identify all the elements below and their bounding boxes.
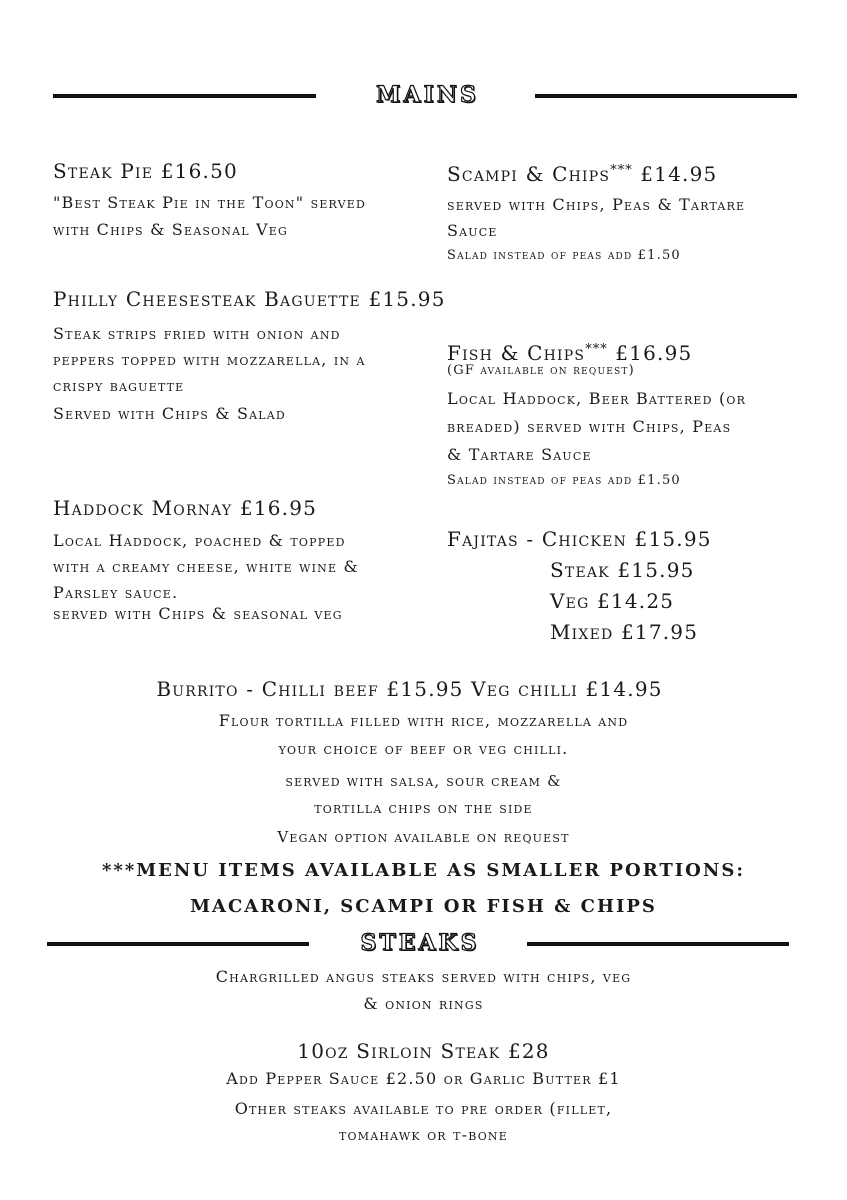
sirloin-title: 10oz Sirloin Steak £28 — [297, 1039, 550, 1063]
fish-gf-note: (GF available on request) — [447, 363, 635, 378]
scampi-note: Salad instead of peas add £1.50 — [447, 248, 681, 263]
smaller-portions-note-1: ***MENU ITEMS AVAILABLE AS SMALLER PORTIONS: — [102, 860, 745, 881]
scampi-title-line — [447, 158, 717, 187]
steaks-other-1: Other steaks available to pre order (fillet, — [234, 1099, 613, 1118]
philly-desc-4: Served with Chips & Salad — [53, 404, 286, 423]
haddock-desc-1: Local Haddock, poached & topped — [53, 531, 346, 550]
scampi-desc-2: Sauce — [447, 221, 498, 240]
burrito-desc-1: Flour tortilla filled with rice, mozzarella and — [218, 711, 629, 730]
steak-pie-desc-2: with Chips & Seasonal Veg — [53, 220, 289, 239]
burrito-desc-2: your choice of beef or veg chilli. — [278, 739, 569, 758]
fajitas-line-2: Steak £15.95 — [550, 558, 695, 582]
philly-title: Philly Cheesesteak Baguette £15.95 — [53, 287, 446, 311]
burrito-title: Burrito - Chilli beef £15.95 Veg chilli £14.95 — [156, 677, 663, 701]
fish-stars: *** — [585, 342, 608, 357]
haddock-title: Haddock Mornay £16.95 — [53, 496, 318, 520]
scampi-stars: *** — [610, 163, 633, 178]
scampi-title: Scampi & Chips — [447, 162, 611, 186]
fish-price: £16.95 — [615, 341, 693, 365]
mains-heading: MAINS — [376, 82, 479, 108]
burrito-desc-5: Vegan option available on request — [277, 828, 570, 846]
fajitas-line-1: Fajitas - Chicken £15.95 — [447, 527, 712, 551]
steaks-other-2: tomahawk or t-bone — [339, 1125, 508, 1144]
steak-pie-desc-1: "Best Steak Pie in the Toon" served — [53, 193, 367, 212]
fish-note: Salad instead of peas add £1.50 — [447, 473, 681, 488]
steaks-intro-1: Chargrilled angus steaks served with chips, veg — [215, 967, 632, 986]
steaks-rule-right — [527, 942, 789, 946]
fish-title: Fish & Chips — [447, 341, 586, 365]
steak-pie-title: Steak Pie £16.50 — [53, 159, 238, 183]
smaller-portions-note-2: MACARONI, SCAMPI OR FISH & CHIPS — [190, 896, 657, 917]
fish-desc-3: & Tartare Sauce — [447, 445, 592, 464]
mains-rule-left — [53, 94, 316, 98]
philly-desc-1: Steak strips fried with onion and — [53, 324, 341, 343]
fajitas-line-4: Mixed £17.95 — [550, 620, 699, 644]
scampi-price: £14.95 — [640, 162, 718, 186]
burrito-desc-3: served with salsa, sour cream & — [285, 772, 562, 790]
haddock-desc-4: served with Chips & seasonal veg — [53, 604, 343, 623]
fajitas-line-3: Veg £14.25 — [550, 589, 675, 613]
scampi-desc-1: served with Chips, Peas & Tartare — [447, 195, 746, 214]
steaks-rule-left — [47, 942, 309, 946]
steaks-intro-2: & onion rings — [363, 994, 484, 1013]
haddock-desc-3: Parsley sauce. — [53, 583, 179, 602]
steaks-heading: STEAKS — [360, 930, 480, 956]
burrito-desc-4: tortilla chips on the side — [314, 799, 533, 817]
philly-desc-2: peppers topped with mozzarella, in a — [53, 350, 366, 369]
mains-rule-right — [535, 94, 797, 98]
fish-desc-2: breaded) served with Chips, Peas — [447, 417, 732, 436]
haddock-desc-2: with a creamy cheese, white wine & — [53, 557, 359, 576]
fish-desc-1: Local Haddock, Beer Battered (or — [447, 389, 747, 408]
philly-desc-3: crispy baguette — [53, 376, 185, 395]
steaks-extras: Add Pepper Sauce £2.50 or Garlic Butter £1 — [226, 1069, 621, 1088]
